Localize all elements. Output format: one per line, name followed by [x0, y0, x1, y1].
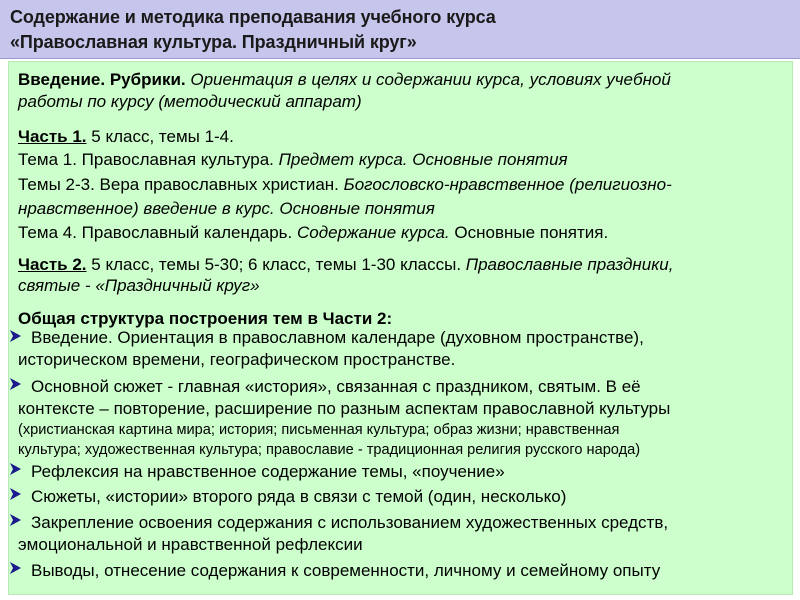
- structure-item-2-line3: (христианская картина мира; история; письменная культура; образ жизни; нравственная: [18, 422, 620, 438]
- topic4-title: Тема 4. Православный календарь.: [18, 223, 293, 242]
- structure-item-1-line1: Введение. Ориентация в православном календаре (духовном пространстве),: [31, 328, 644, 347]
- structure-item-3: Рефлексия на нравственное содержание темы, «поучение»: [31, 462, 505, 481]
- part1-line: [18, 127, 234, 147]
- arrow-bullet-icon: [9, 561, 22, 575]
- part2-line: [18, 255, 673, 275]
- topic23-title: Темы 2-3. Вера православных христиан.: [18, 175, 339, 194]
- part1-topic4: [18, 223, 608, 243]
- topic4-subject: Содержание курса.: [296, 223, 450, 242]
- intro-label: Введение. Рубрики.: [18, 70, 186, 89]
- part2-label: Часть 2.: [18, 255, 87, 274]
- part1-label: Часть 1.: [18, 127, 87, 146]
- structure-item-2-line4: культура; художественная культура; православие - традиционная религия русского народа): [18, 442, 641, 458]
- arrow-bullet-icon: [9, 513, 22, 527]
- arrow-bullet-icon: [9, 462, 22, 476]
- part1-topic1: [18, 150, 568, 170]
- arrow-bullet-icon: [9, 487, 22, 501]
- structure-item-2-line1: Основной сюжет - главная «история», связанная с праздником, святым. В её: [31, 377, 641, 396]
- slide-header: [0, 0, 800, 59]
- topic23-subject: Богословско-нравственное (религиозно-: [343, 175, 672, 194]
- arrow-bullet-icon: [9, 329, 22, 343]
- part1-topic23: [18, 175, 672, 195]
- part1-label-text: 5 класс, темы 1-4.: [91, 127, 234, 146]
- structure-item-5-line1: Закрепление освоения содержания с использованием художественных средств,: [31, 513, 669, 532]
- topic1-title: Тема 1. Православная культура.: [18, 150, 274, 169]
- topic4-concepts: Основные понятия.: [454, 223, 609, 242]
- arrow-bullet-icon: [9, 377, 22, 391]
- header-title-line1: Содержание и методика преподавания учебного курса: [10, 7, 496, 27]
- structure-item-4: Сюжеты, «истории» второго ряда в связи с темой (один, несколько): [31, 487, 567, 506]
- structure-heading: Общая структура построения тем в Части 2:: [18, 309, 393, 328]
- intro-text1: Ориентация в целях и содержании курса, условиях учебной: [190, 70, 671, 89]
- structure-item-6: Выводы, отнесение содержания к современности, личному и семейному опыту: [31, 561, 661, 580]
- part2-line2: святые - «Праздничный круг»: [18, 276, 260, 295]
- structure-item-2-line2: контексте – повторение, расширение по разным аспектам православной культуры: [18, 399, 671, 418]
- intro-line1: [18, 70, 671, 90]
- topic1-subject: Предмет курса. Основные понятия: [278, 150, 568, 169]
- part1-topic23-cont: нравственное) введение в курс. Основные понятия: [18, 199, 435, 218]
- intro-line2: работы по курсу (методический аппарат): [18, 92, 362, 111]
- structure-item-5-line2: эмоциональной и нравственной рефлексии: [18, 535, 363, 554]
- part2-text: 5 класс, темы 5-30; 6 класс, темы 1-30 классы.: [91, 255, 462, 274]
- header-title-line2: «Православная культура. Праздничный круг»: [10, 32, 417, 52]
- structure-item-1-line2: историческом времени, географическом пространстве.: [18, 350, 456, 369]
- part2-holidays: Православные праздники,: [465, 255, 674, 274]
